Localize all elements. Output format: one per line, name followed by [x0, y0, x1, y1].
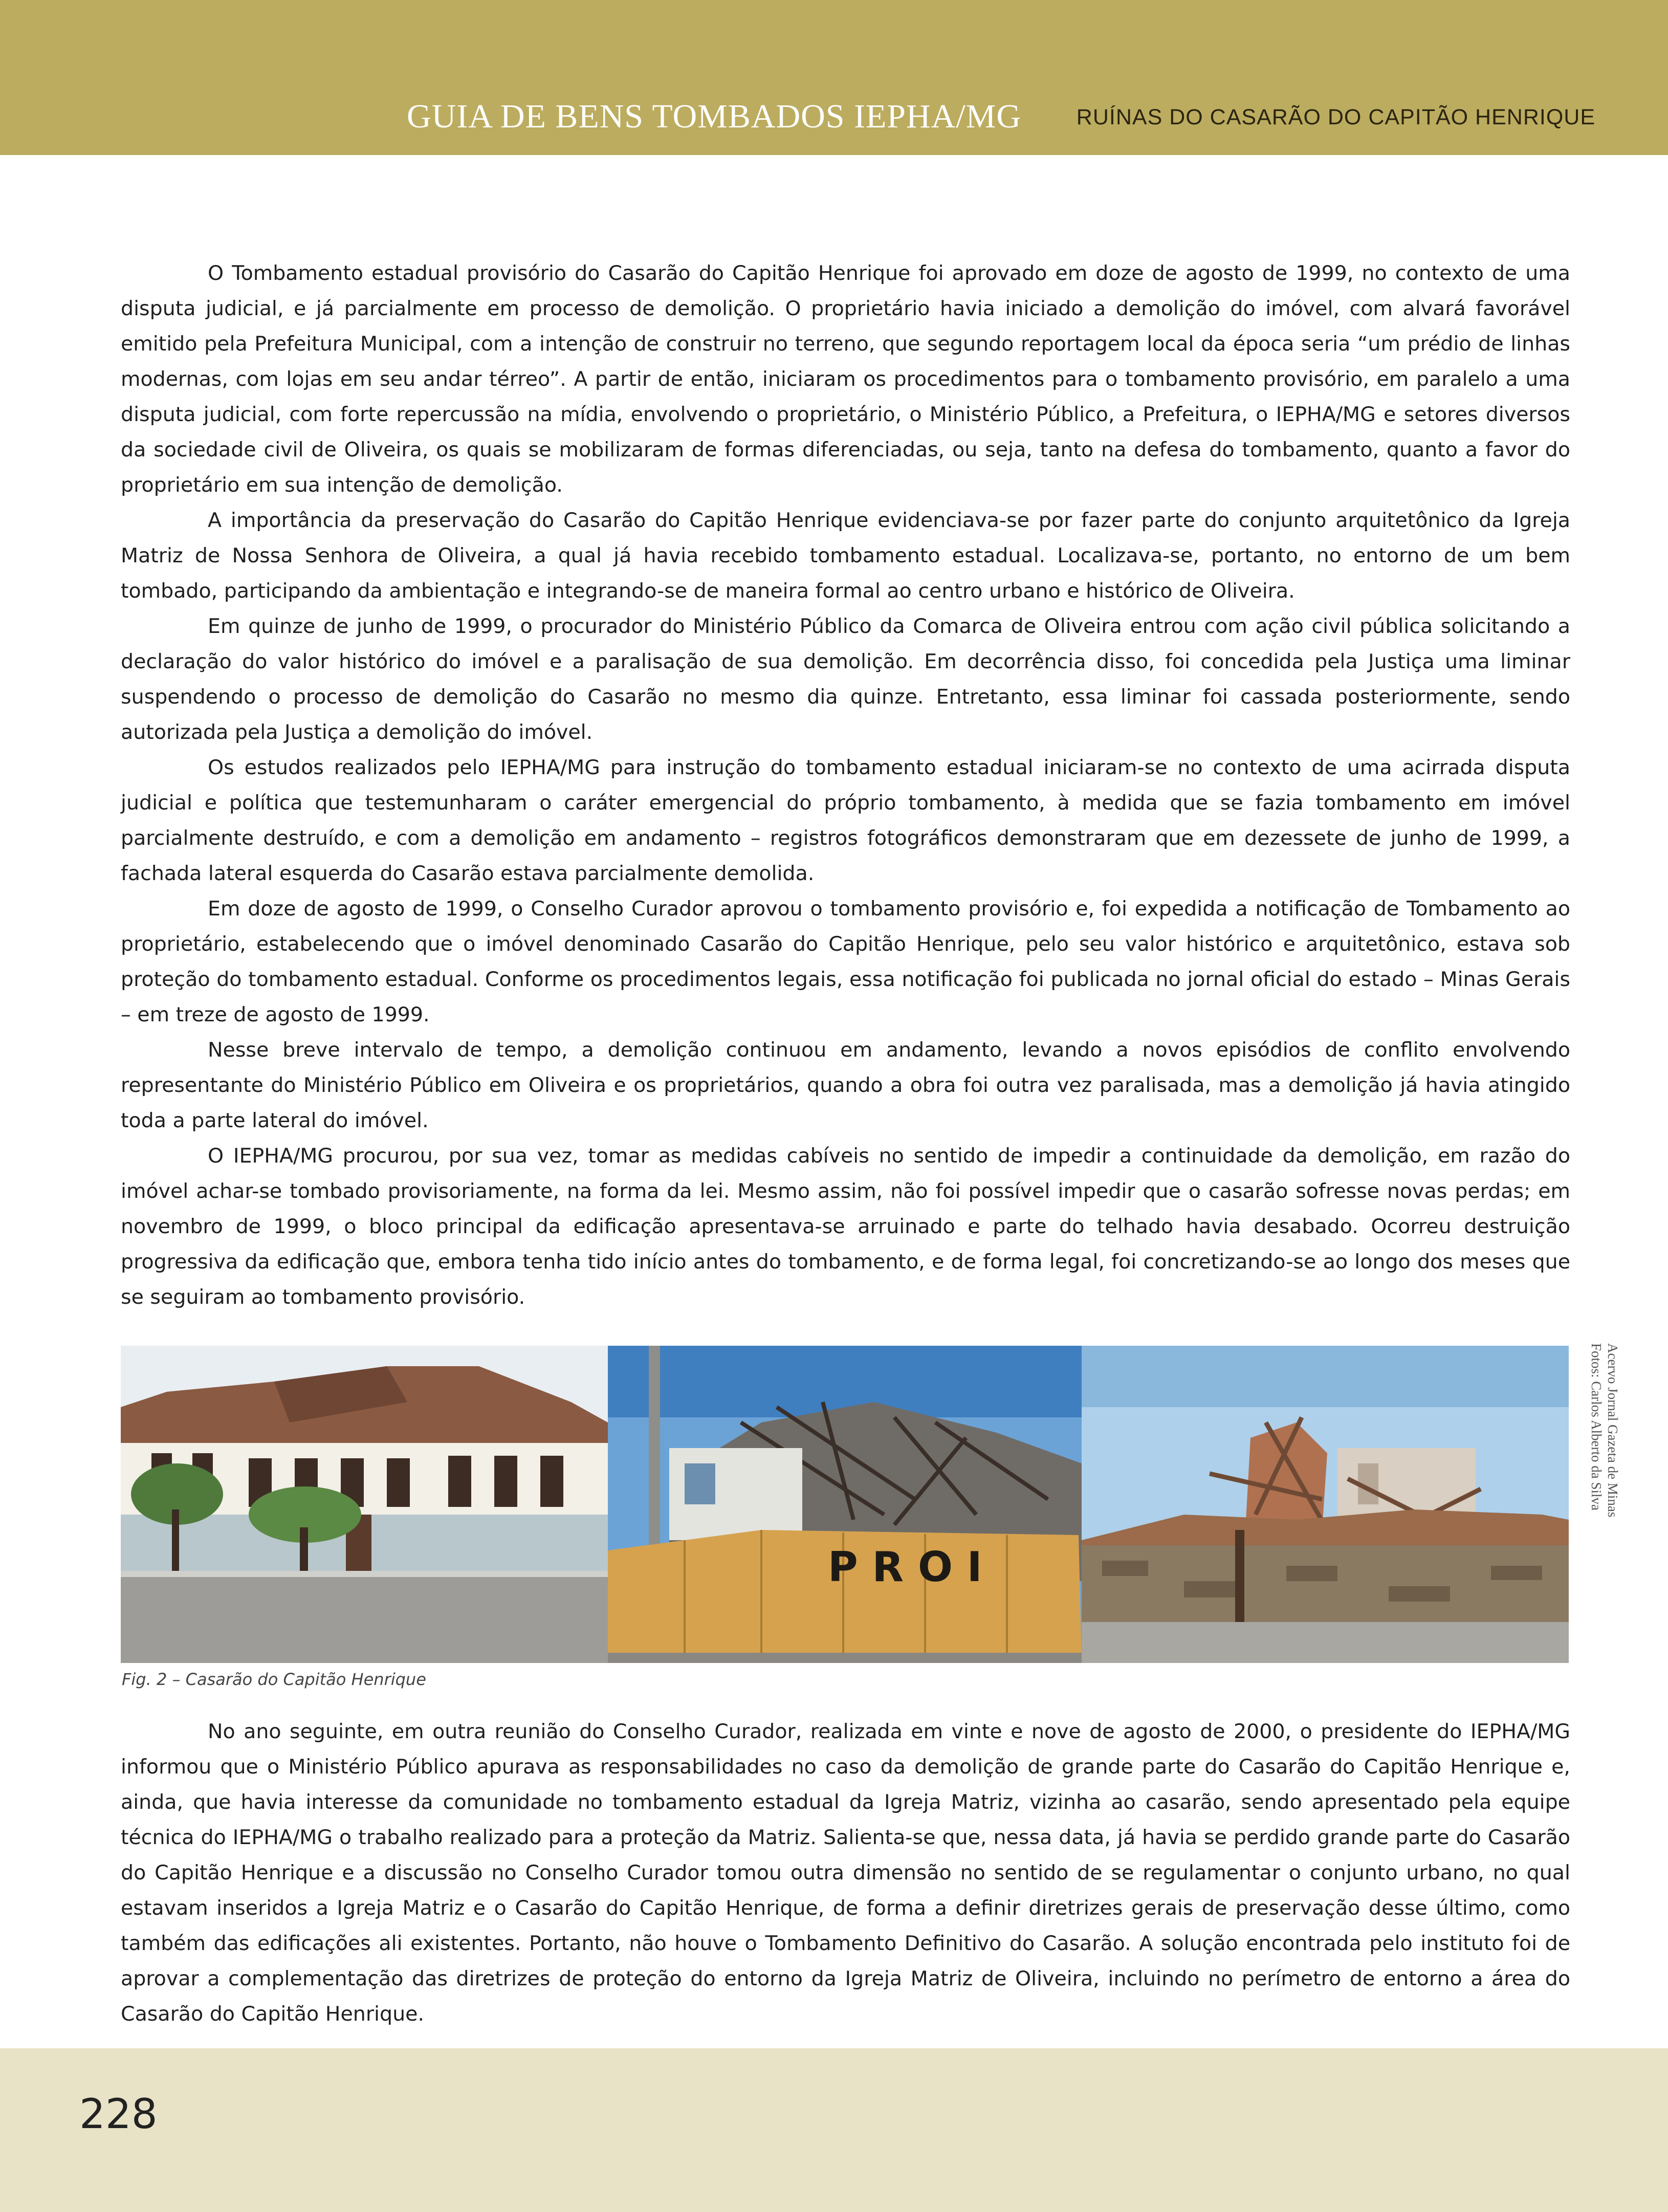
guide-title: GUIA DE BENS TOMBADOS IEPHA/MG — [407, 98, 1022, 135]
credit-line: Fotos: Carlos Alberto da Silva — [1589, 1343, 1604, 1510]
header-bar — [0, 0, 1668, 155]
section-title: RUÍNAS DO CASARÃO DO CAPITÃO HENRIQUE — [1076, 105, 1595, 129]
figure-caption: Fig. 2 – Casarão do Capitão Henrique — [122, 1670, 426, 1689]
paragraph: O IEPHA/MG procurou, por sua vez, tomar as medidas cabíveis no sentido de impedir a continuidade da demolição, em razão do imóvel achar-se tombado provisoriamente, na forma da lei. Mesmo assim, não foi possível impedir que o casarão sofresse novas perdas; em novembro de 1999, o bloco principal da edificação apresentava-se arruinado e parte do telhado havia desabado. Ocorreu destruição progressiva da edificação que, embora tenha tido início antes do tombamento, e de forma legal, foi concretizando-se ao longo dos meses que se seguiram ao tombamento provisório. — [121, 1144, 1570, 1309]
photo-credit — [1549, 1343, 1626, 1609]
footer-bar — [0, 2048, 1668, 2212]
credit-line: Acervo Jornal Gazeta de Minas — [1605, 1343, 1620, 1518]
hoarding-text: P R O I — [828, 1543, 982, 1591]
paragraph: Nesse breve intervalo de tempo, a demolição continuou em andamento, levando a novos episódios de conflito envolvendo representante do Ministério Público em Oliveira e os proprietários, quando a obra foi outra vez paralisada, mas a demolição já havia atingido toda a parte lateral do imóvel. — [121, 1038, 1570, 1132]
body-text-bottom — [121, 1714, 1570, 2032]
paragraph: A importância da preservação do Casarão do Capitão Henrique evidenciava-se por fazer parte do conjunto arquitetônico da Igreja Matriz de Nossa Senhora de Oliveira, a qual já havia recebido tombamento estadual. Localizava-se, portanto, no entorno de um bem tombado, participando da ambientação e integrando-se de maneira formal ao centro urbano e histórico de Oliveira. — [121, 509, 1570, 603]
photo-ruins-wall — [1082, 1346, 1569, 1663]
page-number: 228 — [79, 2090, 158, 2138]
photo-intact-house — [121, 1346, 608, 1663]
paragraph: No ano seguinte, em outra reunião do Conselho Curador, realizada em vinte e nove de agosto de 2000, o presidente do IEPHA/MG informou que o Ministério Público apurava as responsabilidades no caso da demolição de grande parte do Casarão do Capitão Henrique e, ainda, que havia interesse da comunidade no tombamento estadual da Igreja Matriz, vizinha ao casarão, sendo apresentado pela equipe técnica do IEPHA/MG o trabalho realizado para a proteção da Matriz. Salienta-se que, nessa data, já havia se perdido grande parte do Casarão do Capitão Henrique e a discussão no Conselho Curador tomou outra dimensão no sentido de se regulamentar o conjunto urbano, no qual estavam inseridos a Igreja Matriz e o Casarão do Capitão Henrique, de forma a definir diretrizes gerais de preservação desse último, como também das edificações ali existentes. Portanto, não houve o Tombamento Definitivo do Casarão. A solução encontrada pelo instituto foi de aprovar a complementação das diretrizes de proteção do entorno da Igreja Matriz de Oliveira, incluindo no perímetro de entorno a área do Casarão do Capitão Henrique. — [121, 1720, 1570, 2026]
figure-photos — [121, 1346, 1569, 1663]
paragraph: Em quinze de junho de 1999, o procurador do Ministério Público da Comarca de Oliveira entrou com ação civil pública solicitando a declaração do valor histórico do imóvel e a paralisação de sua demolição. Em decorrência disso, foi concedida pela Justiça uma liminar suspendendo o processo de demolição do Casarão no mesmo dia quinze. Entretanto, essa liminar foi cassada posteriormente, sendo autorizada pela Justiça a demolição do imóvel. — [121, 615, 1570, 744]
paragraph: O Tombamento estadual provisório do Casarão do Capitão Henrique foi aprovado em doze de agosto de 1999, no contexto de uma disputa judicial, e já parcialmente em processo de demolição. O proprietário havia iniciado a demolição do imóvel, com alvará favorável emitido pela Prefeitura Municipal, com a intenção de construir no terreno, que segundo reportagem local da época seria “um prédio de linhas modernas, com lojas em seu andar térreo”. A partir de então, iniciaram os procedimentos para o tombamento provisório, em paralelo a uma disputa judicial, com forte repercussão na mídia, envolvendo o proprietário, o Ministério Público, a Prefeitura, o IEPHA/MG e setores diversos da sociedade civil de Oliveira, os quais se mobilizaram de formas diferenciadas, ou seja, tanto na defesa do tombamento, quanto a favor do proprietário em sua intenção de demolição. — [121, 261, 1570, 497]
paragraph: Os estudos realizados pelo IEPHA/MG para instrução do tombamento estadual iniciaram-se no contexto de uma acirrada disputa judicial e política que testemunharam o caráter emergencial do próprio tombamento, à medida que se fazia tombamento em imóvel parcialmente destruído, e com a demolição em andamento – registros fotográficos demonstraram que em dezessete de junho de 1999, a fachada lateral esquerda do Casarão estava parcialmente demolida. — [121, 756, 1570, 885]
paragraph: Em doze de agosto de 1999, o Conselho Curador aprovou o tombamento provisório e, foi expedida a notificação de Tombamento ao proprietário, estabelecendo que o imóvel denominado Casarão do Capitão Henrique, pelo seu valor histórico e arquitetônico, estava sob proteção do tombamento estadual. Conforme os procedimentos legais, essa notificação foi publicada no jornal oficial do estado – Minas Gerais – em treze de agosto de 1999. — [121, 897, 1570, 1026]
body-text-top — [121, 256, 1570, 1315]
photo-demolition-hoarding — [608, 1346, 1082, 1663]
